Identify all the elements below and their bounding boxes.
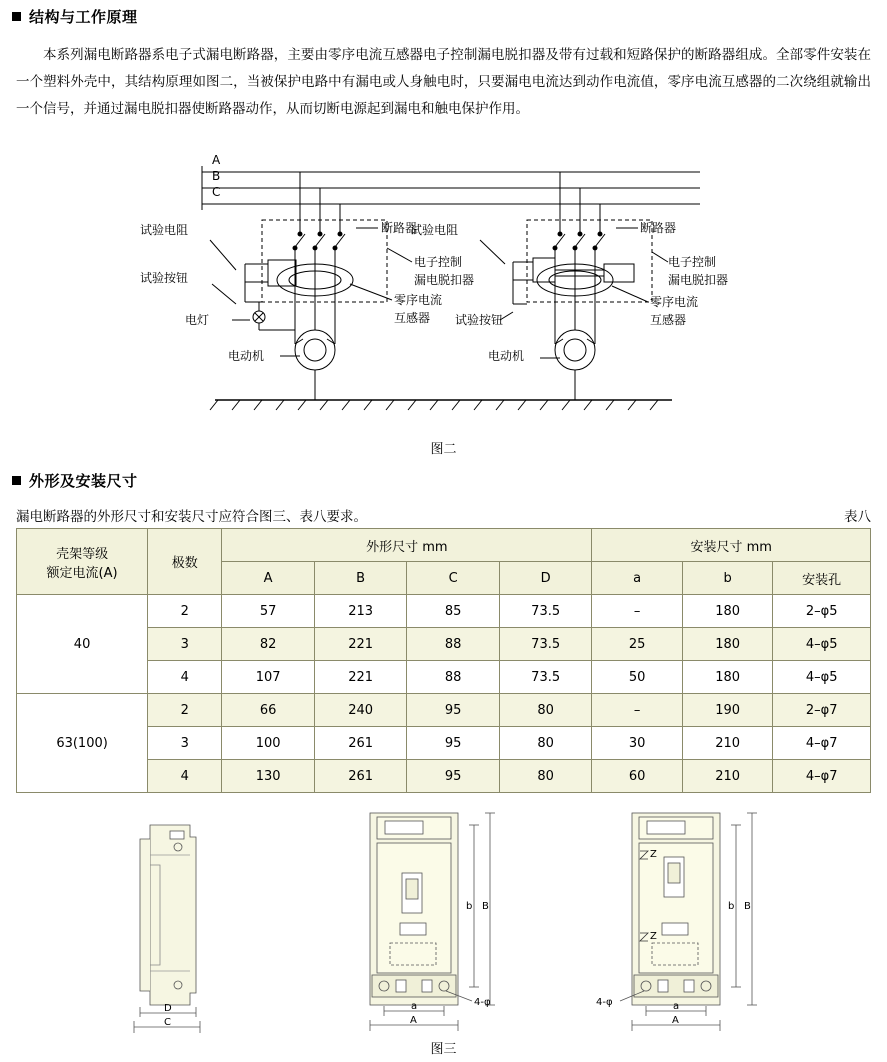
svg-text:D: D: [164, 1003, 172, 1014]
svg-text:a: a: [411, 1001, 418, 1012]
cell-poles: 4: [148, 760, 222, 793]
cell-a: 50: [592, 661, 682, 694]
cell-hole: 4–φ7: [773, 727, 871, 760]
label-test-resistor-left: 试验电阻: [140, 223, 189, 237]
svg-text:C: C: [164, 1017, 171, 1028]
svg-text:a: a: [673, 1001, 680, 1012]
cell-A: 82: [222, 628, 315, 661]
header-col-C: C: [407, 562, 500, 595]
label-trip-unit-left: 漏电脱扣器: [414, 273, 475, 287]
cell-b: 180: [682, 661, 772, 694]
table-header-row-1: [17, 529, 871, 562]
cell-C: 95: [407, 727, 500, 760]
cell-poles: 3: [148, 628, 222, 661]
table-row: [17, 595, 871, 628]
cell-hole: 4–φ7: [773, 760, 871, 793]
cell-C: 88: [407, 628, 500, 661]
cell-frame-40: 40: [17, 595, 148, 694]
cell-hole: 2–φ7: [773, 694, 871, 727]
cell-b: 210: [682, 760, 772, 793]
label-electronic-control-left: 电子控制: [414, 255, 463, 269]
cell-poles: 2: [148, 595, 222, 628]
cell-a: 30: [592, 727, 682, 760]
header-frame-line2: 额定电流(A): [46, 565, 118, 581]
cell-A: 100: [222, 727, 315, 760]
dimensions-table: [16, 528, 871, 793]
cell-D: 73.5: [499, 595, 592, 628]
section-heading-dimensions: [12, 470, 138, 491]
cell-b: 190: [682, 694, 772, 727]
cell-D: 80: [499, 760, 592, 793]
header-outline-dims: 外形尺寸 mm: [222, 529, 592, 562]
header-col-hole: 安装孔: [773, 562, 871, 595]
header-col-D: D: [499, 562, 592, 595]
cell-b: 210: [682, 727, 772, 760]
cell-B: 261: [314, 727, 407, 760]
svg-text:4-φ: 4-φ: [596, 997, 613, 1008]
header-col-a: a: [592, 562, 682, 595]
cell-a: 25: [592, 628, 682, 661]
label-transformer-left: 互感器: [394, 311, 431, 325]
cell-b: 180: [682, 595, 772, 628]
cell-A: 57: [222, 595, 315, 628]
cell-poles: 3: [148, 727, 222, 760]
table-row: [17, 694, 871, 727]
cell-hole: 2–φ5: [773, 595, 871, 628]
label-lamp: 电灯: [185, 313, 210, 327]
label-transformer-right: 互感器: [650, 313, 687, 327]
section-heading-dimensions-label: 外形及安装尺寸: [29, 472, 138, 490]
label-zero-seq-left: 零序电流: [394, 293, 443, 307]
cell-b: 180: [682, 628, 772, 661]
cell-C: 88: [407, 661, 500, 694]
cell-D: 73.5: [499, 661, 592, 694]
cell-B: 221: [314, 661, 407, 694]
dimensions-note: 漏电断路器的外形尺寸和安装尺寸应符合图三、表八要求。: [16, 509, 367, 525]
label-test-button-left: 试验按钮: [140, 271, 189, 285]
svg-text:b: b: [728, 901, 735, 912]
svg-text:A: A: [672, 1015, 679, 1026]
svg-text:B: B: [482, 901, 489, 912]
header-frame-rating: [17, 529, 148, 595]
table-number-label: 表八: [844, 509, 871, 525]
svg-text:A: A: [410, 1015, 417, 1026]
cell-C: 95: [407, 760, 500, 793]
header-poles: 极数: [148, 529, 222, 595]
cell-a: 60: [592, 760, 682, 793]
svg-text:Z: Z: [650, 849, 657, 860]
figure-two-diagram: [0, 152, 887, 462]
cell-B: 221: [314, 628, 407, 661]
svg-text:B: B: [744, 901, 751, 912]
label-breaker-left: 断路器: [381, 221, 418, 235]
label-trip-unit-right: 漏电脱扣器: [668, 273, 729, 287]
cell-poles: 4: [148, 661, 222, 694]
body-paragraph: 本系列漏电断路器系电子式漏电断路器，主要由零序电流互感器电子控制漏电脱扣器及带有过载和短路保护的断路器组成。全部零件安装在一个塑料外壳中，其结构原理如图二，当被保护电路中有漏电或人身触电时，只要漏电电流达到动作电流值，零序电流互感器的二次绕组就输出一个信号，并通过漏电脱扣器使断路器动作，从而切断电源起到漏电和触电保护作用。: [16, 47, 871, 117]
label-test-button-right: 试验按钮: [455, 313, 504, 327]
phase-label-B: B: [212, 169, 221, 183]
cell-D: 80: [499, 727, 592, 760]
svg-text:b: b: [466, 901, 473, 912]
phase-label-A: A: [212, 153, 221, 167]
cell-C: 85: [407, 595, 500, 628]
square-bullet-icon: [12, 12, 21, 21]
cell-D: 73.5: [499, 628, 592, 661]
label-motor-right: 电动机: [488, 349, 525, 363]
section-heading-structure-label: 结构与工作原理: [29, 8, 138, 26]
label-motor-left: 电动机: [228, 349, 265, 363]
phase-label-C: C: [212, 185, 221, 199]
cell-a: –: [592, 694, 682, 727]
label-breaker-right: 断路器: [640, 221, 677, 235]
cell-hole: 4–φ5: [773, 661, 871, 694]
cell-poles: 2: [148, 694, 222, 727]
cell-D: 80: [499, 694, 592, 727]
cell-A: 130: [222, 760, 315, 793]
cell-B: 240: [314, 694, 407, 727]
cell-hole: 4–φ5: [773, 628, 871, 661]
cell-B: 213: [314, 595, 407, 628]
cell-frame-63: 63(100): [17, 694, 148, 793]
header-mount-dims: 安装尺寸 mm: [592, 529, 871, 562]
header-col-b: b: [682, 562, 772, 595]
square-bullet-icon-2: [12, 476, 21, 485]
header-frame-line1: 壳架等级: [56, 546, 109, 562]
svg-text:Z: Z: [650, 931, 657, 942]
header-col-B: B: [314, 562, 407, 595]
label-electronic-control-right: 电子控制: [668, 255, 717, 269]
cell-a: –: [592, 595, 682, 628]
figure-three-caption: 图三: [430, 1042, 457, 1057]
header-col-A: A: [222, 562, 315, 595]
cell-B: 261: [314, 760, 407, 793]
label-zero-seq-right: 零序电流: [650, 295, 699, 309]
label-test-resistor-right: 试验电阻: [410, 223, 459, 237]
svg-text:4-φ: 4-φ: [474, 997, 491, 1008]
cell-A: 66: [222, 694, 315, 727]
cell-C: 95: [407, 694, 500, 727]
cell-A: 107: [222, 661, 315, 694]
section-heading-structure: [12, 6, 138, 27]
figure-three-drawings: [0, 795, 887, 1040]
figure-two-caption: 图二: [430, 442, 457, 457]
